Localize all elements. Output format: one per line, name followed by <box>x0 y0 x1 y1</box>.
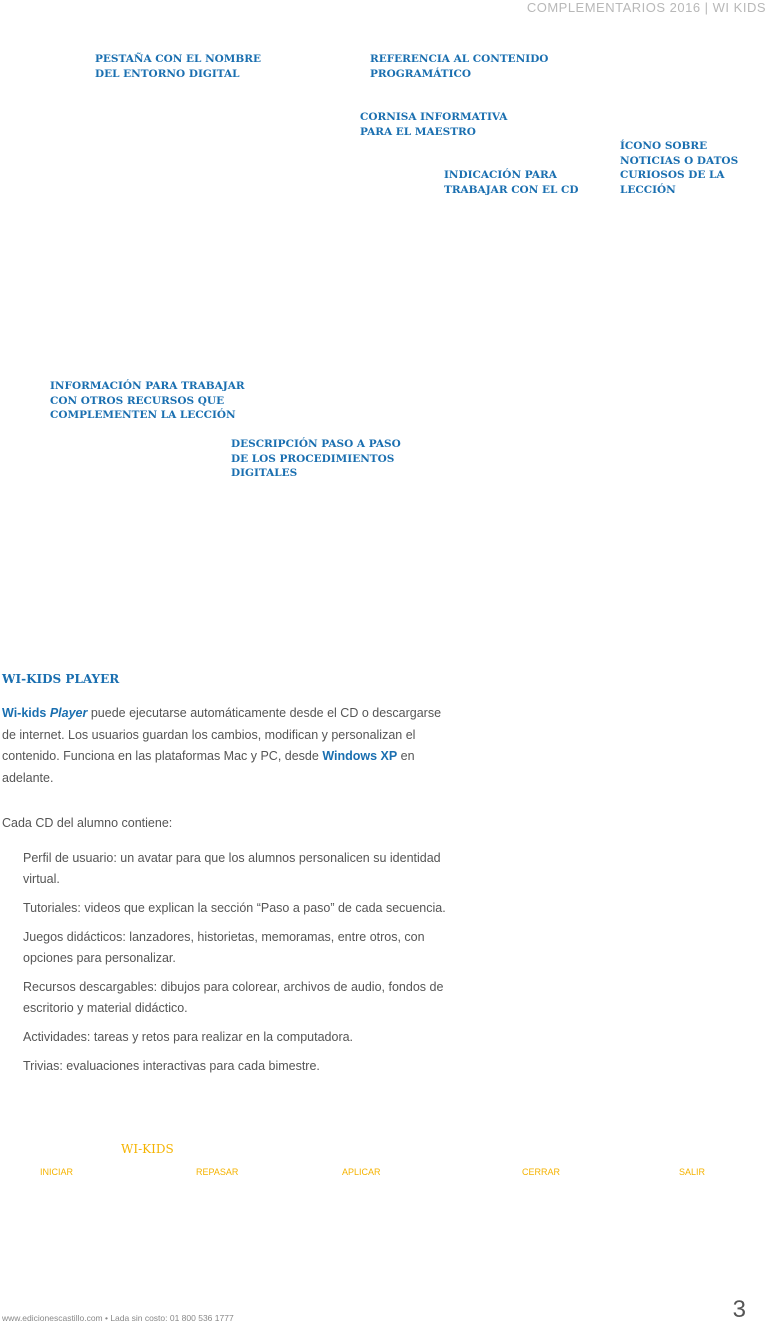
callout-line: CON OTROS RECURSOS QUE <box>50 394 225 407</box>
section-title: WI-KIDS PLAYER <box>2 672 120 686</box>
list-item: Actividades: tareas y retos para realizar en la computadora. <box>23 1030 354 1044</box>
callout-descripcion <box>231 437 401 481</box>
callout-line: NOTICIAS O DATOS <box>620 154 739 167</box>
list-item: Perfil de usuario: un avatar para que los alumnos personalicen su identidad virtual. <box>23 851 441 886</box>
player-name: Player <box>49 706 88 720</box>
callout-line: COMPLEMENTEN LA LECCIÓN <box>50 409 236 421</box>
callout-line: PESTAÑA CON EL NOMBRE <box>95 53 262 65</box>
callout-cornisa <box>360 110 507 139</box>
callout-line: PROGRAMÁTICO <box>370 67 472 80</box>
aplicar-button[interactable]: APLICAR <box>342 1167 381 1177</box>
callout-line: DEL ENTORNO DIGITAL <box>95 67 240 80</box>
list-item: Tutoriales: videos que explican la sección “Paso a paso” de cada secuencia. <box>23 901 446 915</box>
list-item: Recursos descargables: dibujos para colorear, archivos de audio, fondos de escritorio y material didáctico. <box>23 980 444 1015</box>
footer-contact: www.edicionescastillo.com • Lada sin costo: 01 800 536 1777 <box>2 1313 234 1323</box>
callout-line: CURIOSOS DE LA <box>620 169 725 181</box>
list-item: Trivias: evaluaciones interactivas para cada bimestre. <box>23 1059 320 1073</box>
running-header: COMPLEMENTARIOS 2016 | WI KIDS <box>526 0 766 15</box>
iniciar-button[interactable]: INICIAR <box>40 1167 74 1177</box>
callout-informacion <box>50 379 245 423</box>
repasar-button[interactable]: REPASAR <box>196 1167 239 1177</box>
cd-contains-text: Cada CD del alumno contiene: <box>2 816 173 830</box>
callout-line: INDICACIÓN PARA <box>444 169 557 181</box>
callout-line: PARA EL MAESTRO <box>360 125 476 138</box>
page-number: 3 <box>732 1296 746 1323</box>
intro-paragraph <box>2 703 452 789</box>
callout-referencia <box>370 52 548 81</box>
brand-name: Wi-kids <box>2 706 47 720</box>
salir-button[interactable]: SALIR <box>679 1167 706 1177</box>
callout-line: DIGITALES <box>231 467 298 479</box>
callout-line: DE LOS PROCEDIMIENTOS <box>231 452 395 465</box>
wikids-title: WI-KIDS <box>121 1142 174 1156</box>
callout-line: ÍCONO SOBRE <box>620 140 708 152</box>
callout-line: LECCIÓN <box>620 183 676 196</box>
callout-icono <box>620 139 738 197</box>
callout-indicacion <box>444 168 578 197</box>
cd-contents-list <box>23 848 463 1085</box>
callout-pestana <box>95 52 261 81</box>
callout-line: INFORMACIÓN PARA TRABAJAR <box>50 380 245 392</box>
intro-text: puede ejecutarse automáticamente desde el CD o descargarse de internet. Los usuarios guardan los cambios, modifican y personalizan el contenido. Funciona en las plataformas Mac y PC, desde <box>2 706 442 763</box>
callout-line: TRABAJAR CON EL CD <box>444 183 579 196</box>
intro-text-end: en adelante. <box>2 749 415 785</box>
list-item: Juegos didácticos: lanzadores, historietas, memoramas, entre otros, con opciones para personalizar. <box>23 930 425 965</box>
os-name: Windows XP <box>322 749 398 763</box>
cerrar-button[interactable]: CERRAR <box>522 1167 561 1177</box>
callout-line: CORNISA INFORMATIVA <box>360 111 508 123</box>
callout-line: REFERENCIA AL CONTENIDO <box>370 53 549 65</box>
callout-line: DESCRIPCIÓN PASO A PASO <box>231 438 401 450</box>
